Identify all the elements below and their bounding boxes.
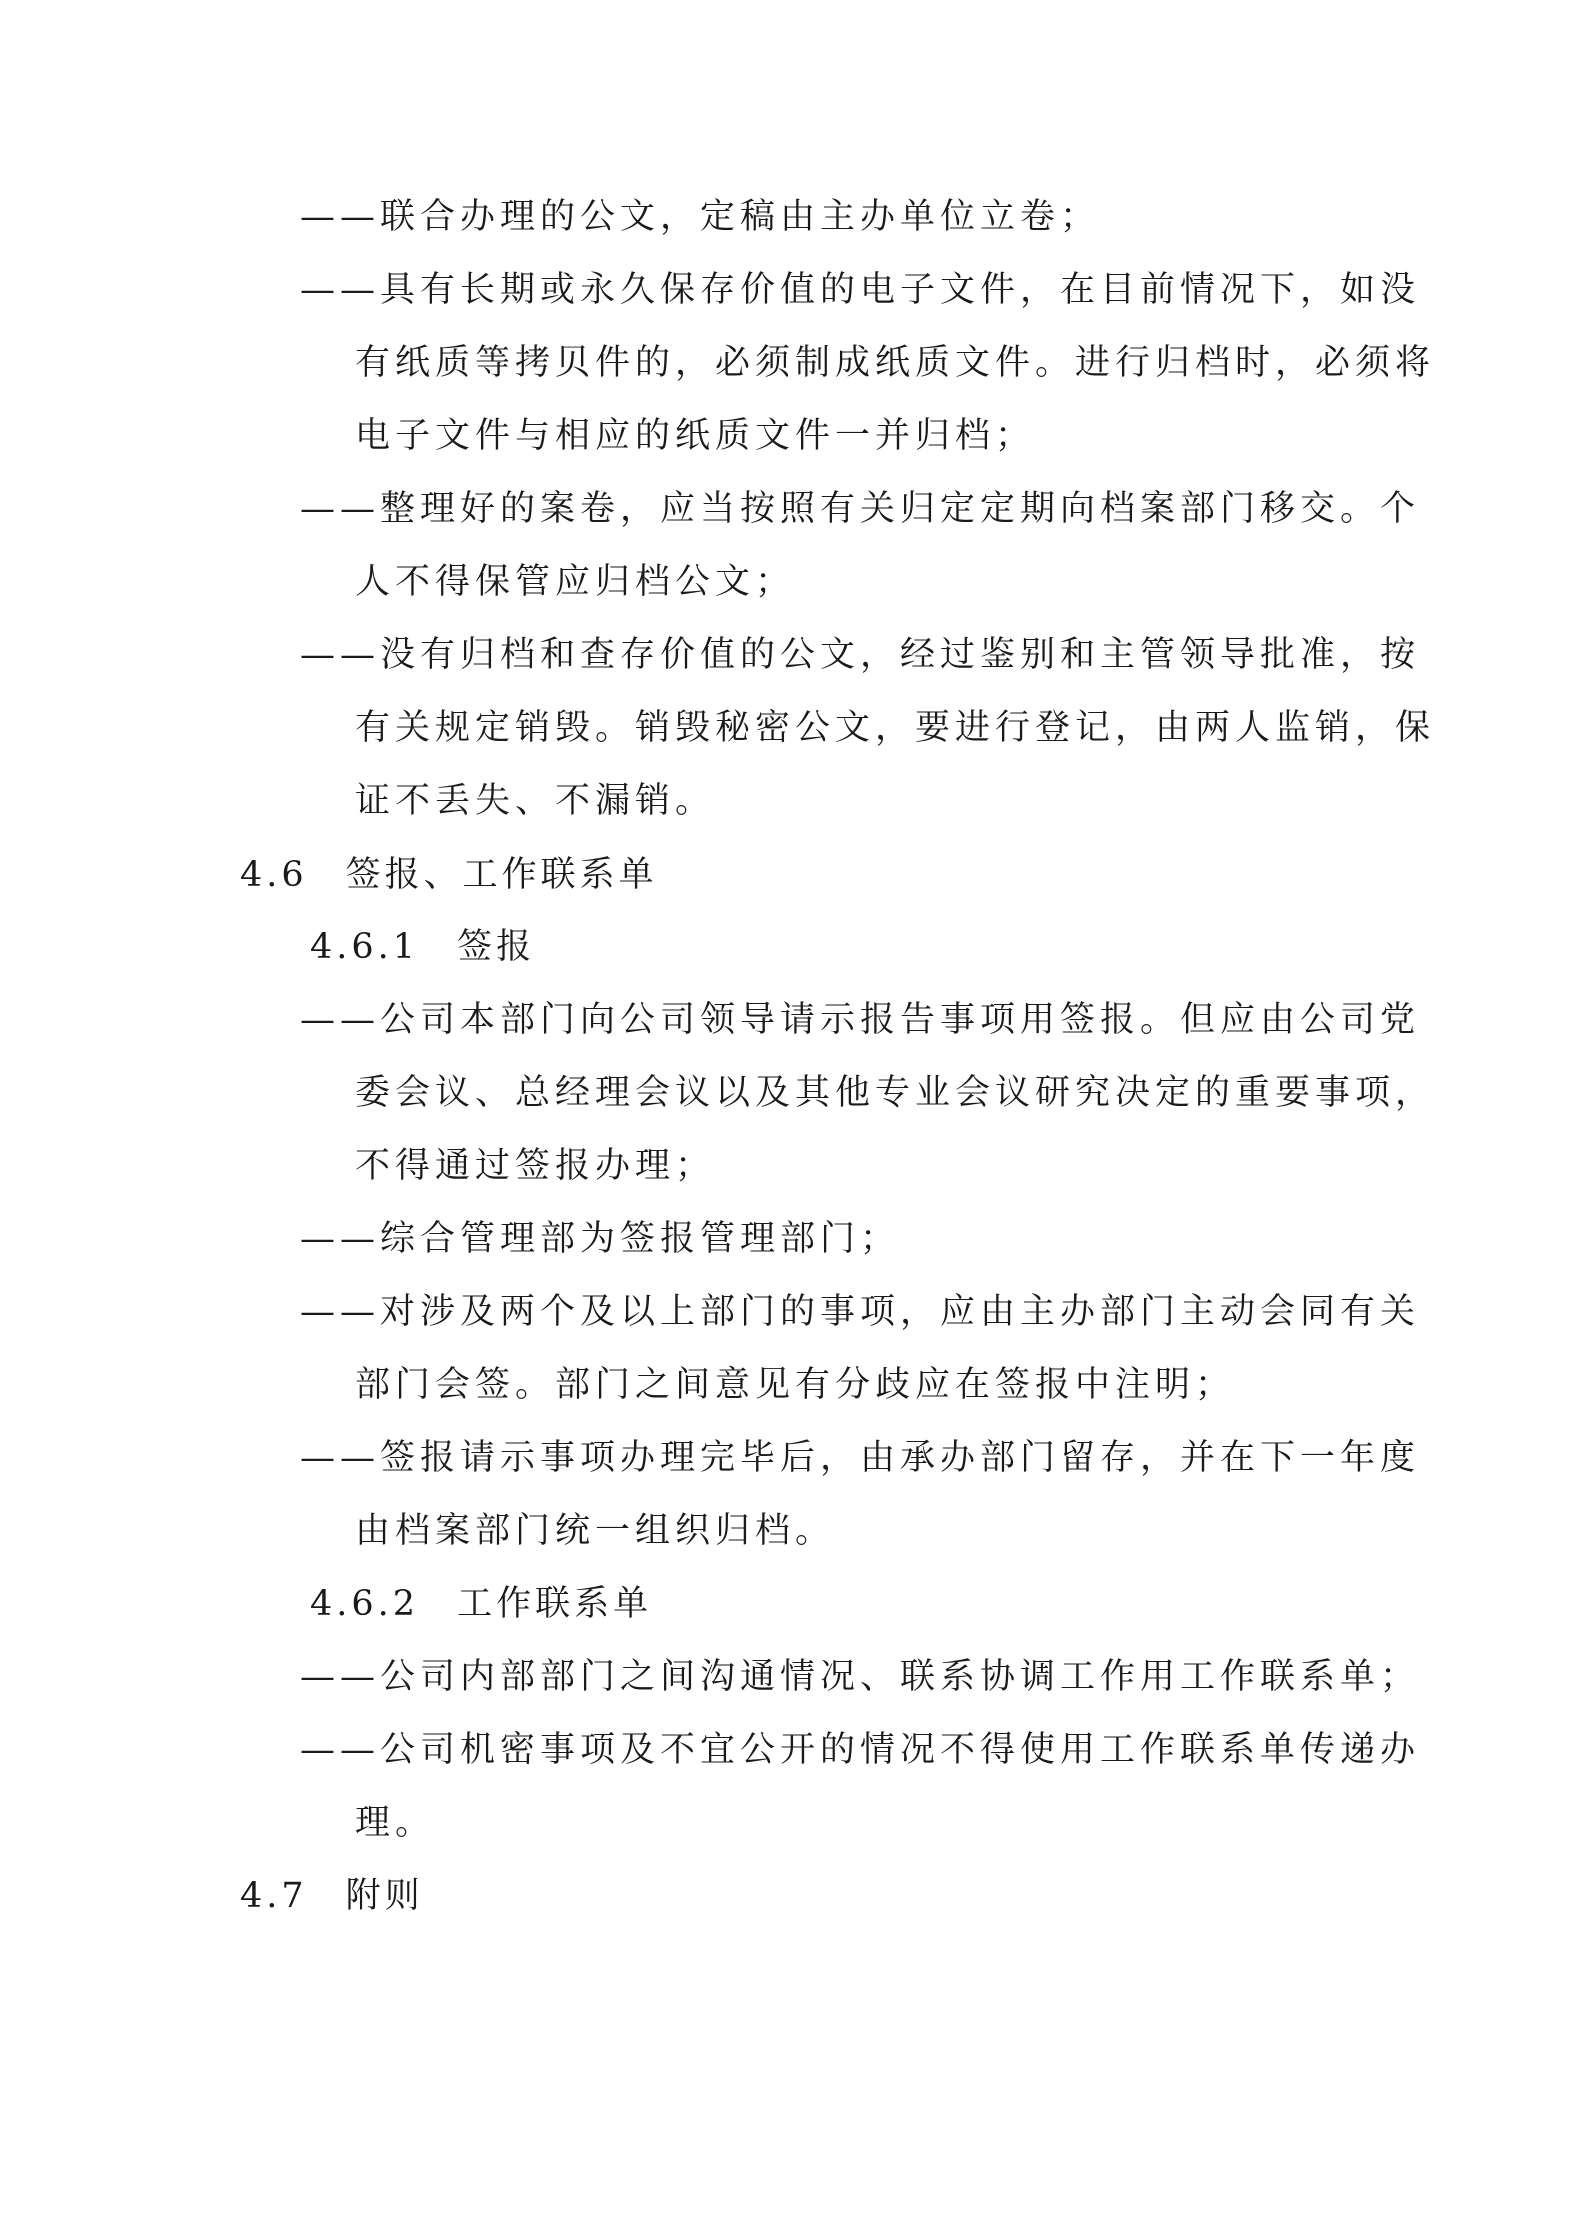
subsection-number: 4.6.2 — [310, 1584, 420, 1624]
subsection-title: 签报 — [457, 927, 536, 967]
list-item-line: ——公司机密事项及不宜公开的情况不得使用工作联系单传递办 — [300, 1730, 1421, 1770]
subsection-title: 工作联系单 — [457, 1584, 653, 1624]
list-item-line: ——公司内部部门之间沟通情况、联系协调工作用工作联系单； — [300, 1657, 1421, 1697]
list-item-line: ——没有归档和查存价值的公文，经过鉴别和主管领导批准，按 — [300, 635, 1421, 675]
list-item-line: ——对涉及两个及以上部门的事项，应由主办部门主动会同有关 — [300, 1292, 1421, 1332]
list-item-line: ——公司本部门向公司领导请示报告事项用签报。但应由公司党 — [300, 1000, 1421, 1040]
section-heading — [240, 1866, 424, 1926]
list-item-line: ——综合管理部为签报管理部门； — [300, 1219, 901, 1259]
list-item-line: 有纸质等拷贝件的，必须制成纸质文件。进行归档时，必须将 — [355, 343, 1436, 383]
list-item-line: ——整理好的案卷，应当按照有关归定定期向档案部门移交。个 — [300, 489, 1421, 529]
list-item-line: 由档案部门统一组织归档。 — [355, 1511, 836, 1551]
list-item-line: 理。 — [355, 1803, 436, 1843]
list-item-line: 不得通过签报办理； — [355, 1146, 716, 1186]
list-item-line: 证不丢失、不漏销。 — [355, 781, 716, 821]
subsection-heading — [310, 917, 535, 977]
list-item-line: ——签报请示事项办理完毕后，由承办部门留存，并在下一年度 — [300, 1438, 1421, 1478]
list-item-line: 部门会签。部门之间意见有分歧应在签报中注明； — [355, 1365, 1236, 1405]
list-item-line: 人不得保管应归档公文； — [355, 562, 796, 602]
section-title: 附则 — [345, 1876, 424, 1916]
section-number: 4.6 — [240, 855, 308, 895]
list-item-line: 委会议、总经理会议以及其他专业会议研究决定的重要事项， — [355, 1073, 1436, 1113]
section-heading — [240, 845, 658, 905]
section-number: 4.7 — [240, 1876, 308, 1916]
list-item-line: ——联合办理的公文，定稿由主办单位立卷； — [300, 197, 1101, 237]
list-item-line: 有关规定销毁。销毁秘密公文，要进行登记，由两人监销，保 — [355, 708, 1436, 748]
section-title: 签报、工作联系单 — [345, 855, 658, 895]
list-item-line: 电子文件与相应的纸质文件一并归档； — [355, 416, 1036, 456]
subsection-number: 4.6.1 — [310, 927, 420, 967]
list-item-line: ——具有长期或永久保存价值的电子文件，在目前情况下，如没 — [300, 270, 1421, 310]
subsection-heading — [310, 1574, 652, 1634]
